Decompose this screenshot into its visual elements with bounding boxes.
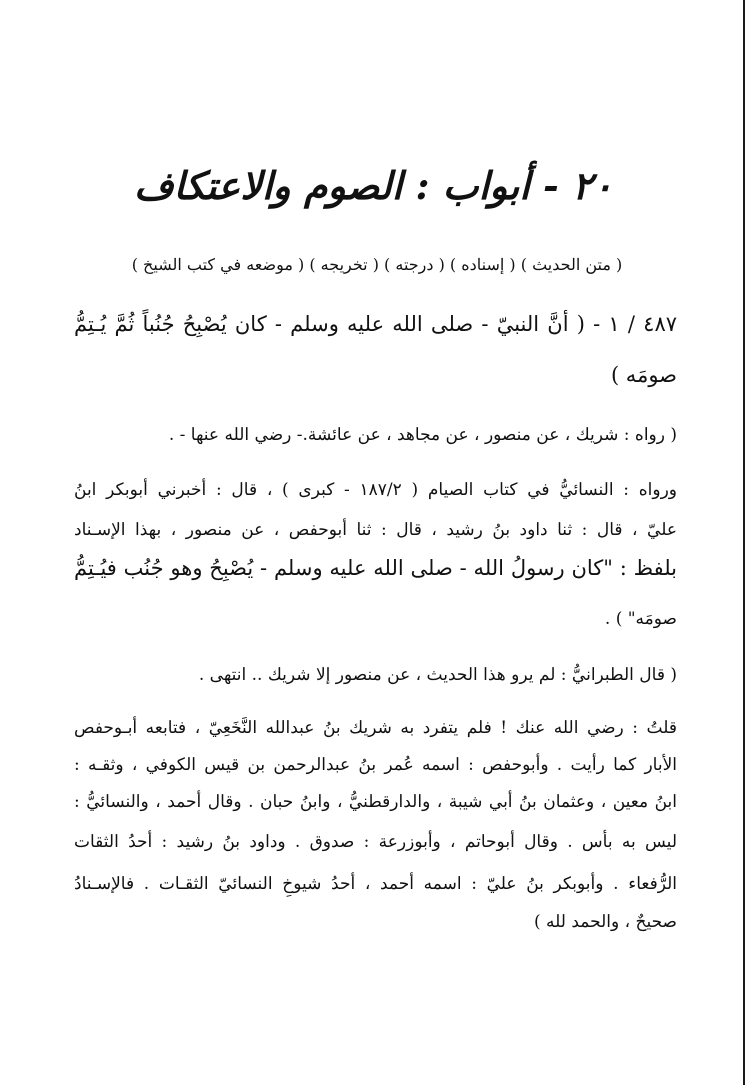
takhrij-line-3: بلفظ : "كان رسولُ الله - صلى الله عليه وسلم - يُصْبِحُ وهو جُنُب فيُـتِمُّ bbox=[74, 556, 677, 580]
page-edge-line bbox=[743, 0, 745, 1085]
tabarani-quote: ( قال الطبرانيُّ : لم يرو هذا الحديث ، عن منصور إلا شريك .. انتهى . bbox=[198, 665, 677, 685]
commentary-line-5: الرُّفعاء . وأبوبكر بنُ عليّ : اسمه أحمد ، أحدُ شيوخِ النسائيّ الثقـات . فالإسـنادُ bbox=[74, 874, 677, 894]
column-legend: ( متن الحديث ) ( إسناده ) ( درجته ) ( تخريجه ) ( موضعه في كتب الشيخ ) bbox=[131, 255, 623, 274]
commentary-line-4: ليس به بأس . وقال أبوحاتم ، وأبوزرعة : صدوق . وداود بنُ رشيد : أحدُ الثقات bbox=[74, 832, 677, 852]
commentary-line-2: الأبار كما رأيت . وأبوحفص : اسمه عُمر بنُ عبدالرحمن بن قيس الكوفي ، وثقـه : bbox=[74, 755, 677, 775]
commentary-line-3: ابنُ معين ، وعثمان بنُ أبي شيبة ، والدارقطنيُّ ، وابنُ حبان . وقال أحمد ، والنسائيُّ : bbox=[74, 792, 677, 812]
takhrij-line-2: عليّ ، قال : ثنا داود بنُ رشيد ، قال : ثنا أبوحفص ، عن منصور ، بهذا الإسـناد bbox=[74, 520, 677, 540]
commentary-line-6: صحيحٌ ، والحمد لله ) bbox=[533, 912, 677, 932]
takhrij-line-1: ورواه : النسائيُّ في كتاب الصيام ( ١٨٧/٢ - كبرى ) ، قال : أخبرني أبوبكر ابنُ bbox=[74, 480, 677, 500]
hadith-text-line-1: ٤٨٧ / ١ - ( أنَّ النبيّ - صلى الله عليه وسلم - كان يُصْبِحُ جُنُباً ثُمَّ يُـتِمُّ bbox=[74, 312, 677, 336]
chapter-title: ٢٠ - أبواب : الصوم والاعتكاف bbox=[134, 163, 613, 208]
hadith-text-line-2: صومَه ) bbox=[610, 363, 677, 387]
commentary-line-1: قلتُ : رضي الله عنك ! فلم يتفرد به شريك بنُ عبدالله النَّخَعِيّ ، فتابعه أبـوحفص bbox=[74, 718, 677, 738]
takhrij-line-4: صومَه" ) . bbox=[604, 609, 677, 629]
isnad-chain: ( رواه : شريك ، عن منصور ، عن مجاهد ، عن عائشة.- رضي الله عنها - . bbox=[168, 425, 677, 445]
